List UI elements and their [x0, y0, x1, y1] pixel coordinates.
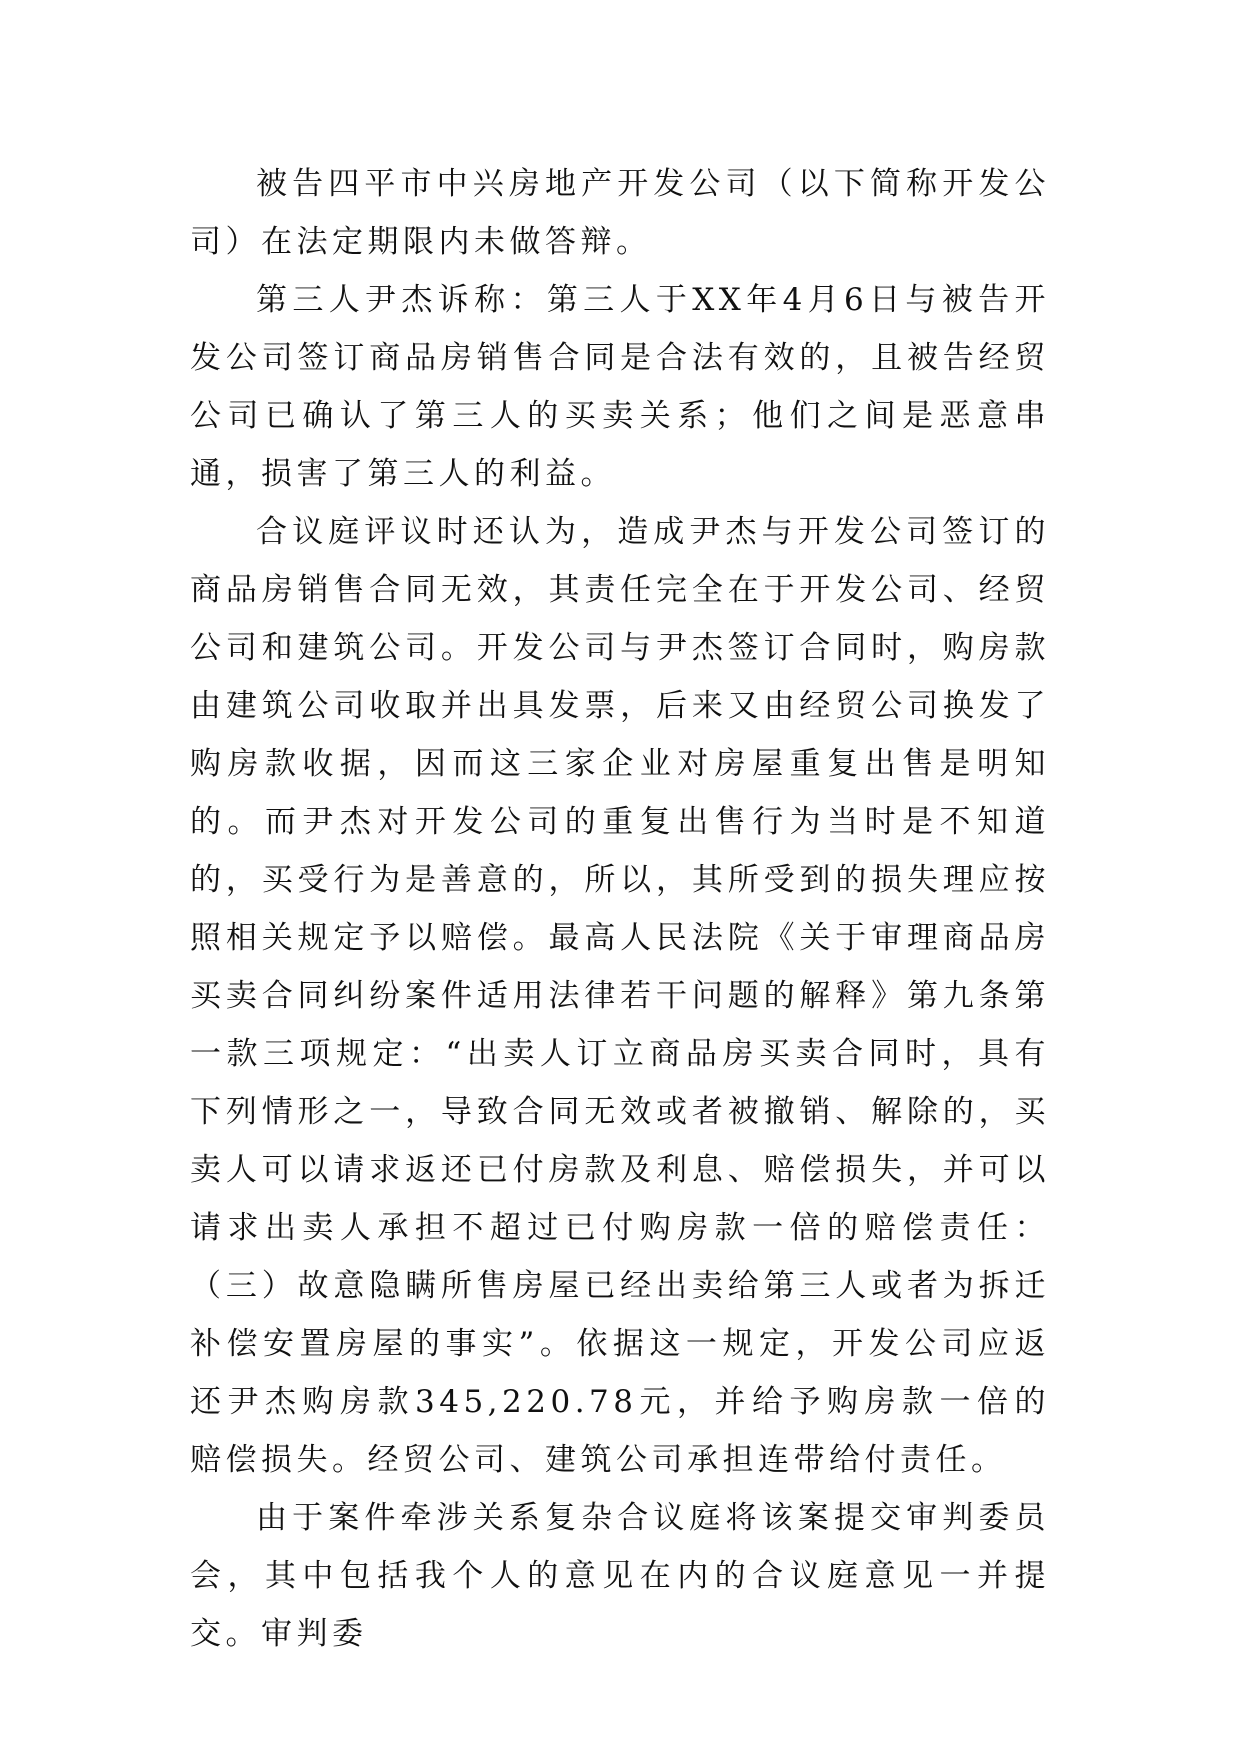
paragraph-collegial-opinion: 合议庭评议时还认为，造成尹杰与开发公司签订的商品房销售合同无效，其责任完全在于开发公司、经贸公司和建筑公司。开发公司与尹杰签订合同时，购房款由建筑公司收取并出具发票，后来又由经贸公司换发了购房款收据，因而这三家企业对房屋重复出售是明知的。而尹杰对开发公司的重复出售行为当时是不知道的，买受行为是善意的，所以，其所受到的损失理应按照相关规定予以赔偿。最高人民法院《关于审理商品房买卖合同纠纷案件适用法律若干问题的解释》第九条第一款三项规定：“出卖人订立商品房买卖合同时，具有下列情形之一，导致合同无效或者被撤销、解除的，买卖人可以请求返还已付房款及利息、赔偿损失，并可以请求出卖人承担不超过已付购房款一倍的赔偿责任：（三）故意隐瞒所售房屋已经出卖给第三人或者为拆迁补偿安置房屋的事实”。依据这一规定，开发公司应返还尹杰购房款345,220.78元，并给予购房款一倍的赔偿损失。经贸公司、建筑公司承担连带给付责任。: [190, 514, 1050, 1478]
paragraph-third-party-claim: 第三人尹杰诉称：第三人于XX年4月6日与被告开发公司签订商品房销售合同是合法有效的，且被告经贸公司已确认了第三人的买卖关系；他们之间是恶意串通，损害了第三人的利益。: [190, 282, 1050, 492]
paragraph-committee-submission: 由于案件牵涉关系复杂合议庭将该案提交审判委员会，其中包括我个人的意见在内的合议庭意见一并提交。审判委: [190, 1500, 1050, 1652]
document-body: [190, 155, 1050, 1663]
paragraph-defendant-no-reply: 被告四平市中兴房地产开发公司（以下简称开发公司）在法定期限内未做答辩。: [190, 166, 1050, 260]
